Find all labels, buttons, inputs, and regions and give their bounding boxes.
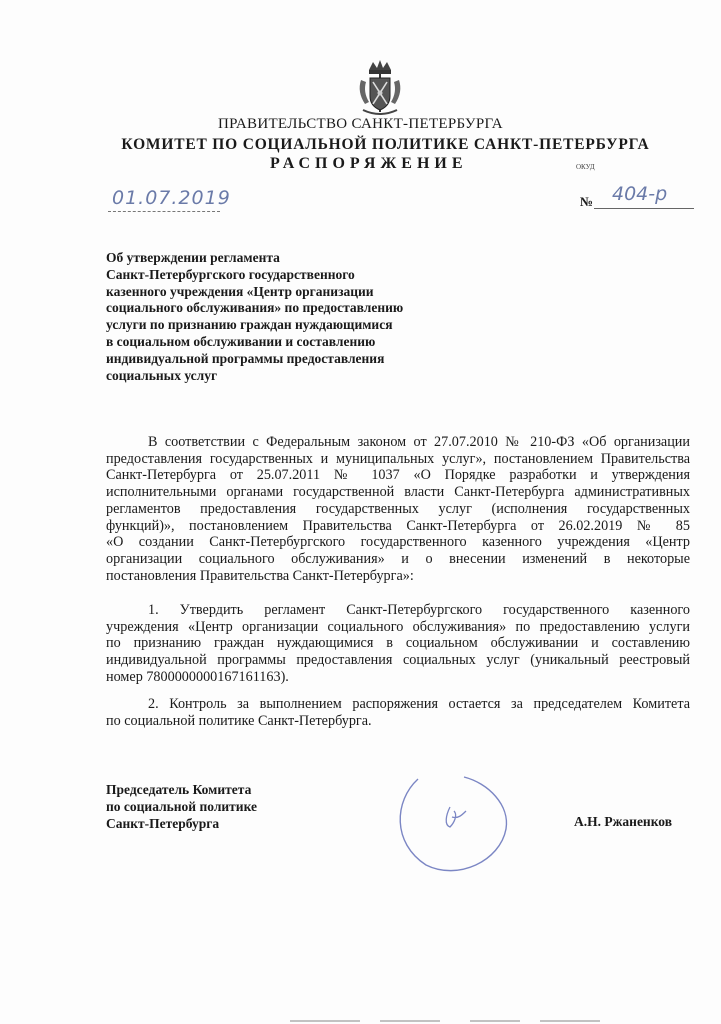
paragraph-line: Санкт-Петербурга от 25.07.2011 № 1037 «О Порядке разработки и утверждения: [106, 467, 690, 484]
paragraph-line: по признанию граждан нуждающимися в социальном обслуживании и составлению: [106, 635, 690, 652]
spb-coat-of-arms-icon: [355, 58, 405, 118]
clause-1-paragraph: [106, 602, 690, 686]
subject-line: в социальном обслуживании и составлению: [106, 333, 376, 349]
okud-label: ОКУД: [576, 163, 595, 171]
paragraph-line: учреждения «Центр организации социального обслуживания» по предоставлению услуги: [106, 618, 690, 635]
date-underline: [108, 211, 220, 212]
preamble-paragraph: [106, 434, 690, 584]
paragraph-line: «О создании Санкт-Петербургского государственного казенного учреждения «Центр: [106, 534, 690, 551]
signatory-title-line: Санкт-Петербурга: [106, 816, 220, 831]
subject-line: индивидуальной программы предоставления: [106, 350, 385, 366]
paragraph-line: организации социального обслуживания» и о внесении изменений в некоторые: [106, 550, 690, 567]
subject-line: социальных услуг: [106, 367, 218, 383]
handwritten-number: 404-р: [612, 183, 668, 205]
subject-line: Об утверждении регламента: [106, 250, 280, 265]
subject-line: социального обслуживания» по предоставлению: [106, 300, 404, 316]
number-underline: [594, 208, 694, 209]
subject-line: Санкт-Петербургского государственного: [106, 266, 355, 282]
handwritten-date: 01.07.2019: [112, 187, 231, 209]
paragraph-line: номер 7800000000167161163).: [106, 668, 289, 685]
paragraph-line: исполнительными органами государственной власти Санкт-Петербурга административных: [106, 484, 690, 501]
committee-heading: КОМИТЕТ ПО СОЦИАЛЬНОЙ ПОЛИТИКЕ САНКТ-ПЕТЕРБУРГА: [121, 136, 650, 153]
signatory-title-line: по социальной политике: [106, 799, 258, 814]
scan-edge-marks: [0, 1018, 721, 1024]
document-subject: [106, 250, 406, 384]
paragraph-line: индивидуальной программы предоставления социальных услуг (уникальный реестровый: [106, 652, 690, 669]
paragraph-line: В соответствии с Федеральным законом от 27.07.2010 № 210-ФЗ «Об организации: [148, 434, 690, 450]
clause-2-paragraph: [106, 696, 690, 729]
subject-line: услуги по признанию граждан нуждающимися: [106, 317, 393, 333]
document-type-title: РАСПОРЯЖЕНИЕ: [270, 155, 468, 172]
paragraph-line: регламентов предоставления государственных услуг (исполнения государственных: [106, 500, 690, 517]
signatory-title-line: Председатель Комитета: [106, 782, 252, 797]
government-heading: ПРАВИТЕЛЬСТВО САНКТ-ПЕТЕРБУРГА: [218, 116, 503, 132]
paragraph-line: 2. Контроль за выполнением распоряжения остается за председателем Комитета: [148, 696, 690, 712]
signatory-title: [106, 781, 257, 832]
paragraph-line: предоставления государственных и муниципальных услуг», постановлением Правительства: [106, 450, 690, 467]
signer-name: А.Н. Ржаненков: [574, 814, 673, 829]
subject-line: казенного учреждения «Центр организации: [106, 283, 374, 299]
paragraph-line: постановления Правительства Санкт-Петербурга»:: [106, 567, 414, 584]
paragraph-line: функций)», постановлением Правительства Санкт-Петербурга от 26.02.2019 № 85: [106, 517, 690, 534]
handwritten-signature: [388, 765, 516, 877]
paragraph-line: по социальной политике Санкт-Петербурга.: [106, 712, 372, 729]
number-label: №: [580, 194, 594, 209]
paragraph-line: 1. Утвердить регламент Санкт-Петербургского государственного казенного: [148, 602, 690, 618]
